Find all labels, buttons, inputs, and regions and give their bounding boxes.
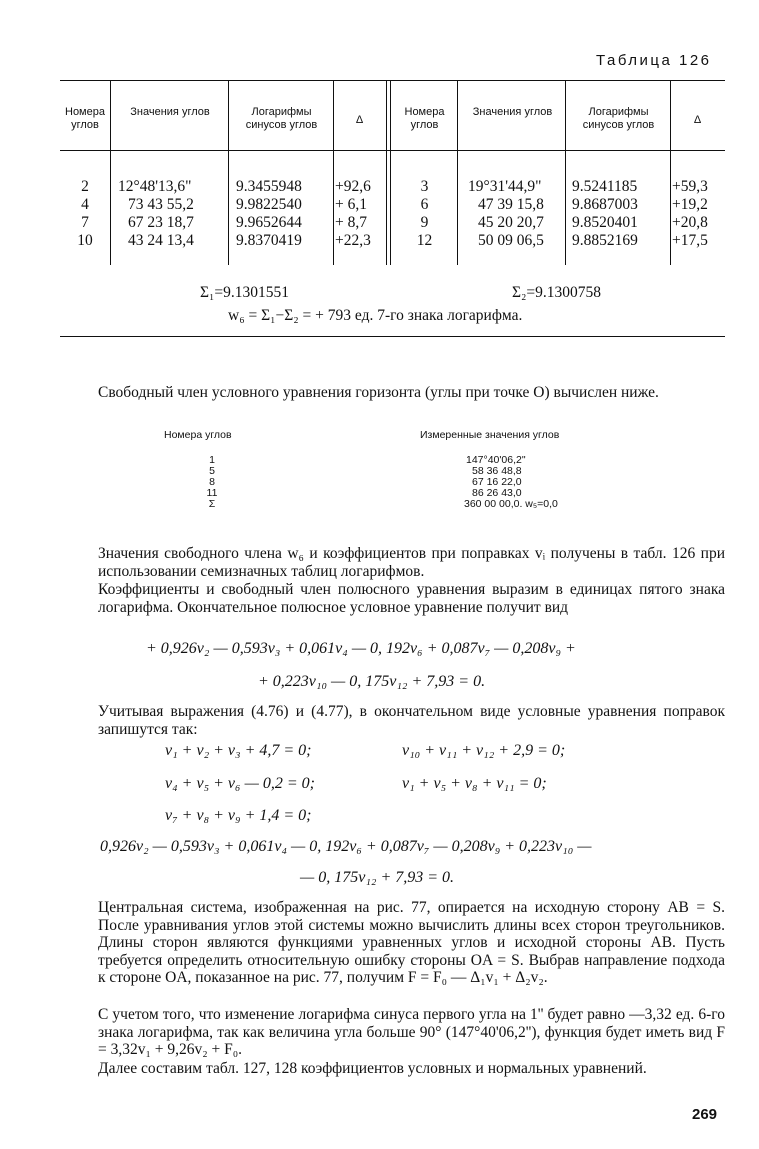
table-cell: 9.5241185 — [572, 178, 638, 195]
table-cell: +17,5 — [672, 232, 708, 249]
w6-formula: w₆ = Σ₁−Σ₂ = + 793 ед. 7-го знака логарифма. — [228, 307, 523, 324]
table-cell: 9 — [420, 214, 429, 231]
table-cell: 67 23 18,7 — [128, 214, 194, 231]
col-divider — [228, 80, 229, 265]
equation-line: v₁₀ + v₁₁ + v₁₂ + 2,9 = 0; — [402, 742, 566, 759]
table-cell: 3 — [420, 178, 429, 195]
paragraph: С учетом того, что изменение логарифма синуса первого угла на 1'' будет равно —3,32 ед. 6-го знака логарифма, так как величина угла больше 90° (147°40'06,2''), функция будет иметь вид F = 3,32v₁ + 9,26v₂ + F₀. — [98, 1006, 725, 1058]
col-divider — [457, 80, 458, 265]
mini-table-cell: 58 36 48,8 — [472, 465, 522, 477]
table-cell: 12 — [416, 232, 433, 249]
equation-line: + 0,223v₁₀ — 0, 175v₁₂ + 7,93 = 0. — [258, 673, 486, 690]
table-cell: 4 — [81, 196, 89, 213]
table-cell: 9.3455948 — [236, 178, 302, 195]
table-cell: 7 — [81, 214, 89, 231]
mini-table-cell: 8 — [209, 476, 215, 488]
table-cell: + 8,7 — [335, 214, 367, 231]
paragraph: Центральная система, изображенная на рис. 77, опирается на исходную сторону AB = S. После уравнивания углов этой системы можно вычислить длины всех сторон треугольников. Длины сторон являются функциями уравненных углов и исходной стороны AB. Пусть требуется определить относительную ошибку стороны OA = S. Выбрав направление подхода к стороне OA, показанное на рис. 77, получим F = F₀ — Δ₁v₁ + Δ₂v₂. — [98, 899, 725, 986]
header-cell: Значения углов — [130, 106, 210, 118]
sum-two: Σ₂=9.1300758 — [512, 284, 602, 301]
table-cell: 9.9652644 — [236, 214, 302, 231]
table-bottom-rule — [60, 336, 725, 337]
equation-line: v₇ + v₈ + v₉ + 1,4 = 0; — [165, 807, 312, 824]
mini-table-cell: 86 26 43,0 — [472, 487, 522, 499]
col-divider — [110, 80, 111, 265]
table-cell: 9.9822540 — [236, 196, 302, 213]
paragraph: Свободный член условного уравнения горизонта (углы при точке O) вычислен ниже. — [98, 384, 659, 401]
table-cell: 9.8520401 — [572, 214, 638, 231]
col-divider — [390, 80, 391, 265]
header-cell: Номера углов — [404, 106, 445, 131]
col-divider — [565, 80, 566, 265]
mini-table-cell: 67 16 22,0 — [472, 476, 522, 488]
table-cell: 9.8687003 — [572, 196, 638, 213]
table-cell: 19°31'44,9" — [468, 178, 542, 195]
equation-line: v₁ + v₅ + v₈ + v₁₁ = 0; — [402, 775, 547, 792]
equation-line: v₁ + v₂ + v₃ + 4,7 = 0; — [165, 742, 312, 759]
col-divider — [386, 80, 387, 265]
mini-table-cell: 11 — [206, 487, 218, 499]
paragraph: Значения свободного члена w₆ и коэффициентов при поправках vᵢ получены в табл. 126 при использовании семизначных таблиц логарифмов. — [98, 545, 725, 580]
table-cell: 50 09 06,5 — [478, 232, 544, 249]
equation-line: + 0,926v₂ — 0,593v₃ + 0,061v₄ — 0, 192v₆ + 0,087v₇ — 0,208v₉ + — [146, 640, 576, 657]
table-cell: 73 43 55,2 — [128, 196, 194, 213]
mini-table-cell: 147°40'06,2" — [466, 454, 526, 466]
paragraph: Коэффициенты и свободный член полюсного уравнения выразим в единицах пятого знака логарифма. Окончательное полюсное условное уравнение получит вид — [98, 581, 725, 616]
table-cell: +20,8 — [672, 214, 708, 231]
table-cell: +22,3 — [335, 232, 371, 249]
equation-line: 0,926v₂ — 0,593v₃ + 0,061v₄ — 0, 192v₆ + 0,087v₇ — 0,208v₉ + 0,223v₁₀ — — [100, 838, 592, 855]
table-cell: 47 39 15,8 — [478, 196, 544, 213]
table-cell: 2 — [81, 178, 89, 195]
mini-table-cell: 1 — [209, 454, 215, 466]
header-cell: Δ — [355, 114, 364, 126]
table-cell: +92,6 — [335, 178, 371, 195]
header-cell: Номера углов — [65, 106, 105, 131]
equation-line: v₄ + v₅ + v₆ — 0,2 = 0; — [165, 775, 315, 792]
mini-table-cell: 360 00 00,0. w₅=0,0 — [464, 498, 558, 510]
col-divider — [333, 80, 334, 265]
paragraph: Учитывая выражения (4.76) и (4.77), в окончательном виде условные уравнения поправок запишутся так: — [98, 703, 725, 738]
mini-table-cell: 5 — [209, 465, 215, 477]
mini-table-header: Измеренные значения углов — [420, 429, 560, 441]
table-cell: 45 20 20,7 — [478, 214, 544, 231]
table-cell: +19,2 — [672, 196, 708, 213]
mini-table-cell: Σ — [208, 498, 216, 510]
table-cell: 9.8852169 — [572, 232, 638, 249]
col-divider — [670, 80, 671, 265]
table-cell: 43 24 13,4 — [128, 232, 194, 249]
table-caption: Таблица 126 — [596, 52, 712, 69]
mini-table-header: Номера углов — [164, 429, 232, 441]
table-cell: 12°48'13,6" — [118, 178, 192, 195]
sum-one: Σ₁=9.1301551 — [200, 284, 290, 301]
table-top-rule — [60, 80, 725, 81]
table-cell: 10 — [77, 232, 93, 249]
table-cell: +59,3 — [672, 178, 708, 195]
header-cell: Δ — [693, 114, 702, 126]
header-cell: Логарифмы синусов углов — [245, 106, 318, 131]
table-cell: 9.8370419 — [236, 232, 302, 249]
header-cell: Значения углов — [472, 106, 553, 118]
equation-line: — 0, 175v₁₂ + 7,93 = 0. — [300, 869, 455, 886]
table-cell: + 6,1 — [335, 196, 367, 213]
page-number: 269 — [692, 1106, 718, 1123]
header-cell: Логарифмы синусов углов — [582, 106, 655, 131]
table-cell: 6 — [420, 196, 429, 213]
table-header-rule — [60, 150, 725, 151]
paragraph: Далее составим табл. 127, 128 коэффициентов условных и нормальных уравнений. — [98, 1060, 647, 1077]
